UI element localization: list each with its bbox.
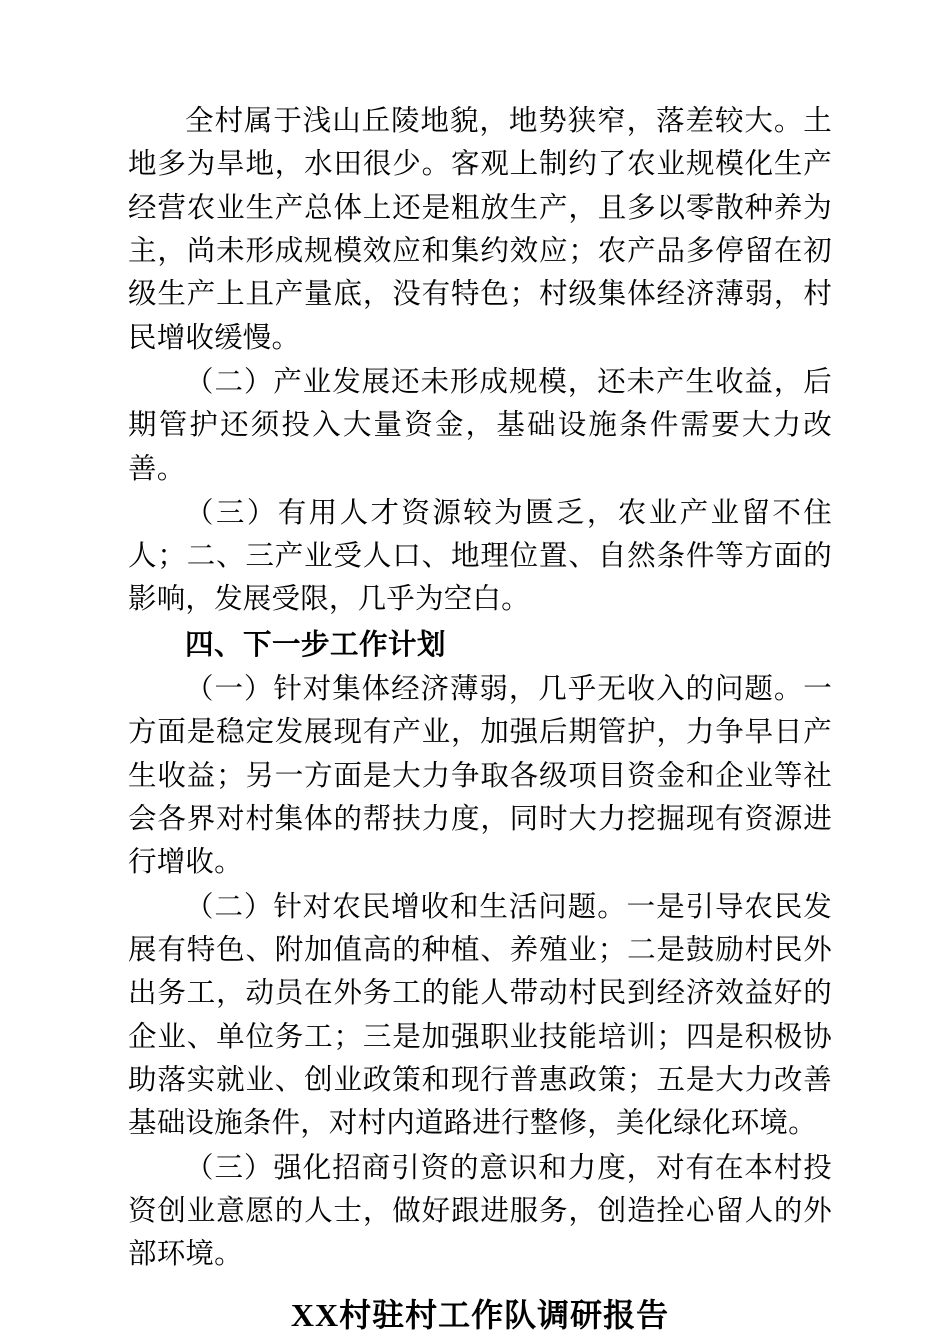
paragraph-farmer-income: （二）针对农民增收和生活问题。一是引导农民发展有特色、附加值高的种植、养殖业；二是鼓励村民外出务工，动员在外务工的能人带动村民到经济效益好的企业、单位务工；三是加强职业技能培训；四是积极协助落实就业、创业政策和现行普惠政策；五是大力改善基础设施条件，对村内道路进行整修，美化绿化环境。 bbox=[128, 891, 832, 1140]
section-heading-next-steps: 四、下一步工作计划 bbox=[185, 629, 447, 661]
document-body bbox=[128, 100, 832, 1276]
paragraph-industry-scale: （二）产业发展还未形成规模，还未产生收益，后期管护还须投入大量资金，基础设施条件需要大力改善。 bbox=[128, 366, 832, 485]
paragraph-investment-attraction: （三）强化招商引资的意识和力度，对有在本村投资创业意愿的人士，做好跟进服务，创造拴心留人的外部环境。 bbox=[128, 1152, 832, 1271]
paragraph-terrain: 全村属于浅山丘陵地貌，地势狭窄，落差较大。土地多为旱地，水田很少。客观上制约了农业规模化生产经营农业生产总体上还是粗放生产，且多以零散种养为主，尚未形成规模效应和集约效应；农产品多停留在初级生产上且产量底，没有特色；村级集体经济薄弱，村民增收缓慢。 bbox=[128, 106, 832, 354]
document-title: XX村驻村工作队调研报告 bbox=[290, 1297, 670, 1334]
paragraph-talent-shortage: （三）有用人才资源较为匮乏，农业产业留不住人；二、三产业受人口、地理位置、自然条件等方面的影响，发展受限，几乎为空白。 bbox=[128, 497, 832, 616]
paragraph-collective-economy: （一）针对集体经济薄弱，几乎无收入的问题。一方面是稳定发展现有产业，加强后期管护，力争早日产生收益；另一方面是大力争取各级项目资金和企业等社会各界对村集体的帮扶力度，同时大力挖掘现有资源进行增收。 bbox=[128, 674, 832, 879]
